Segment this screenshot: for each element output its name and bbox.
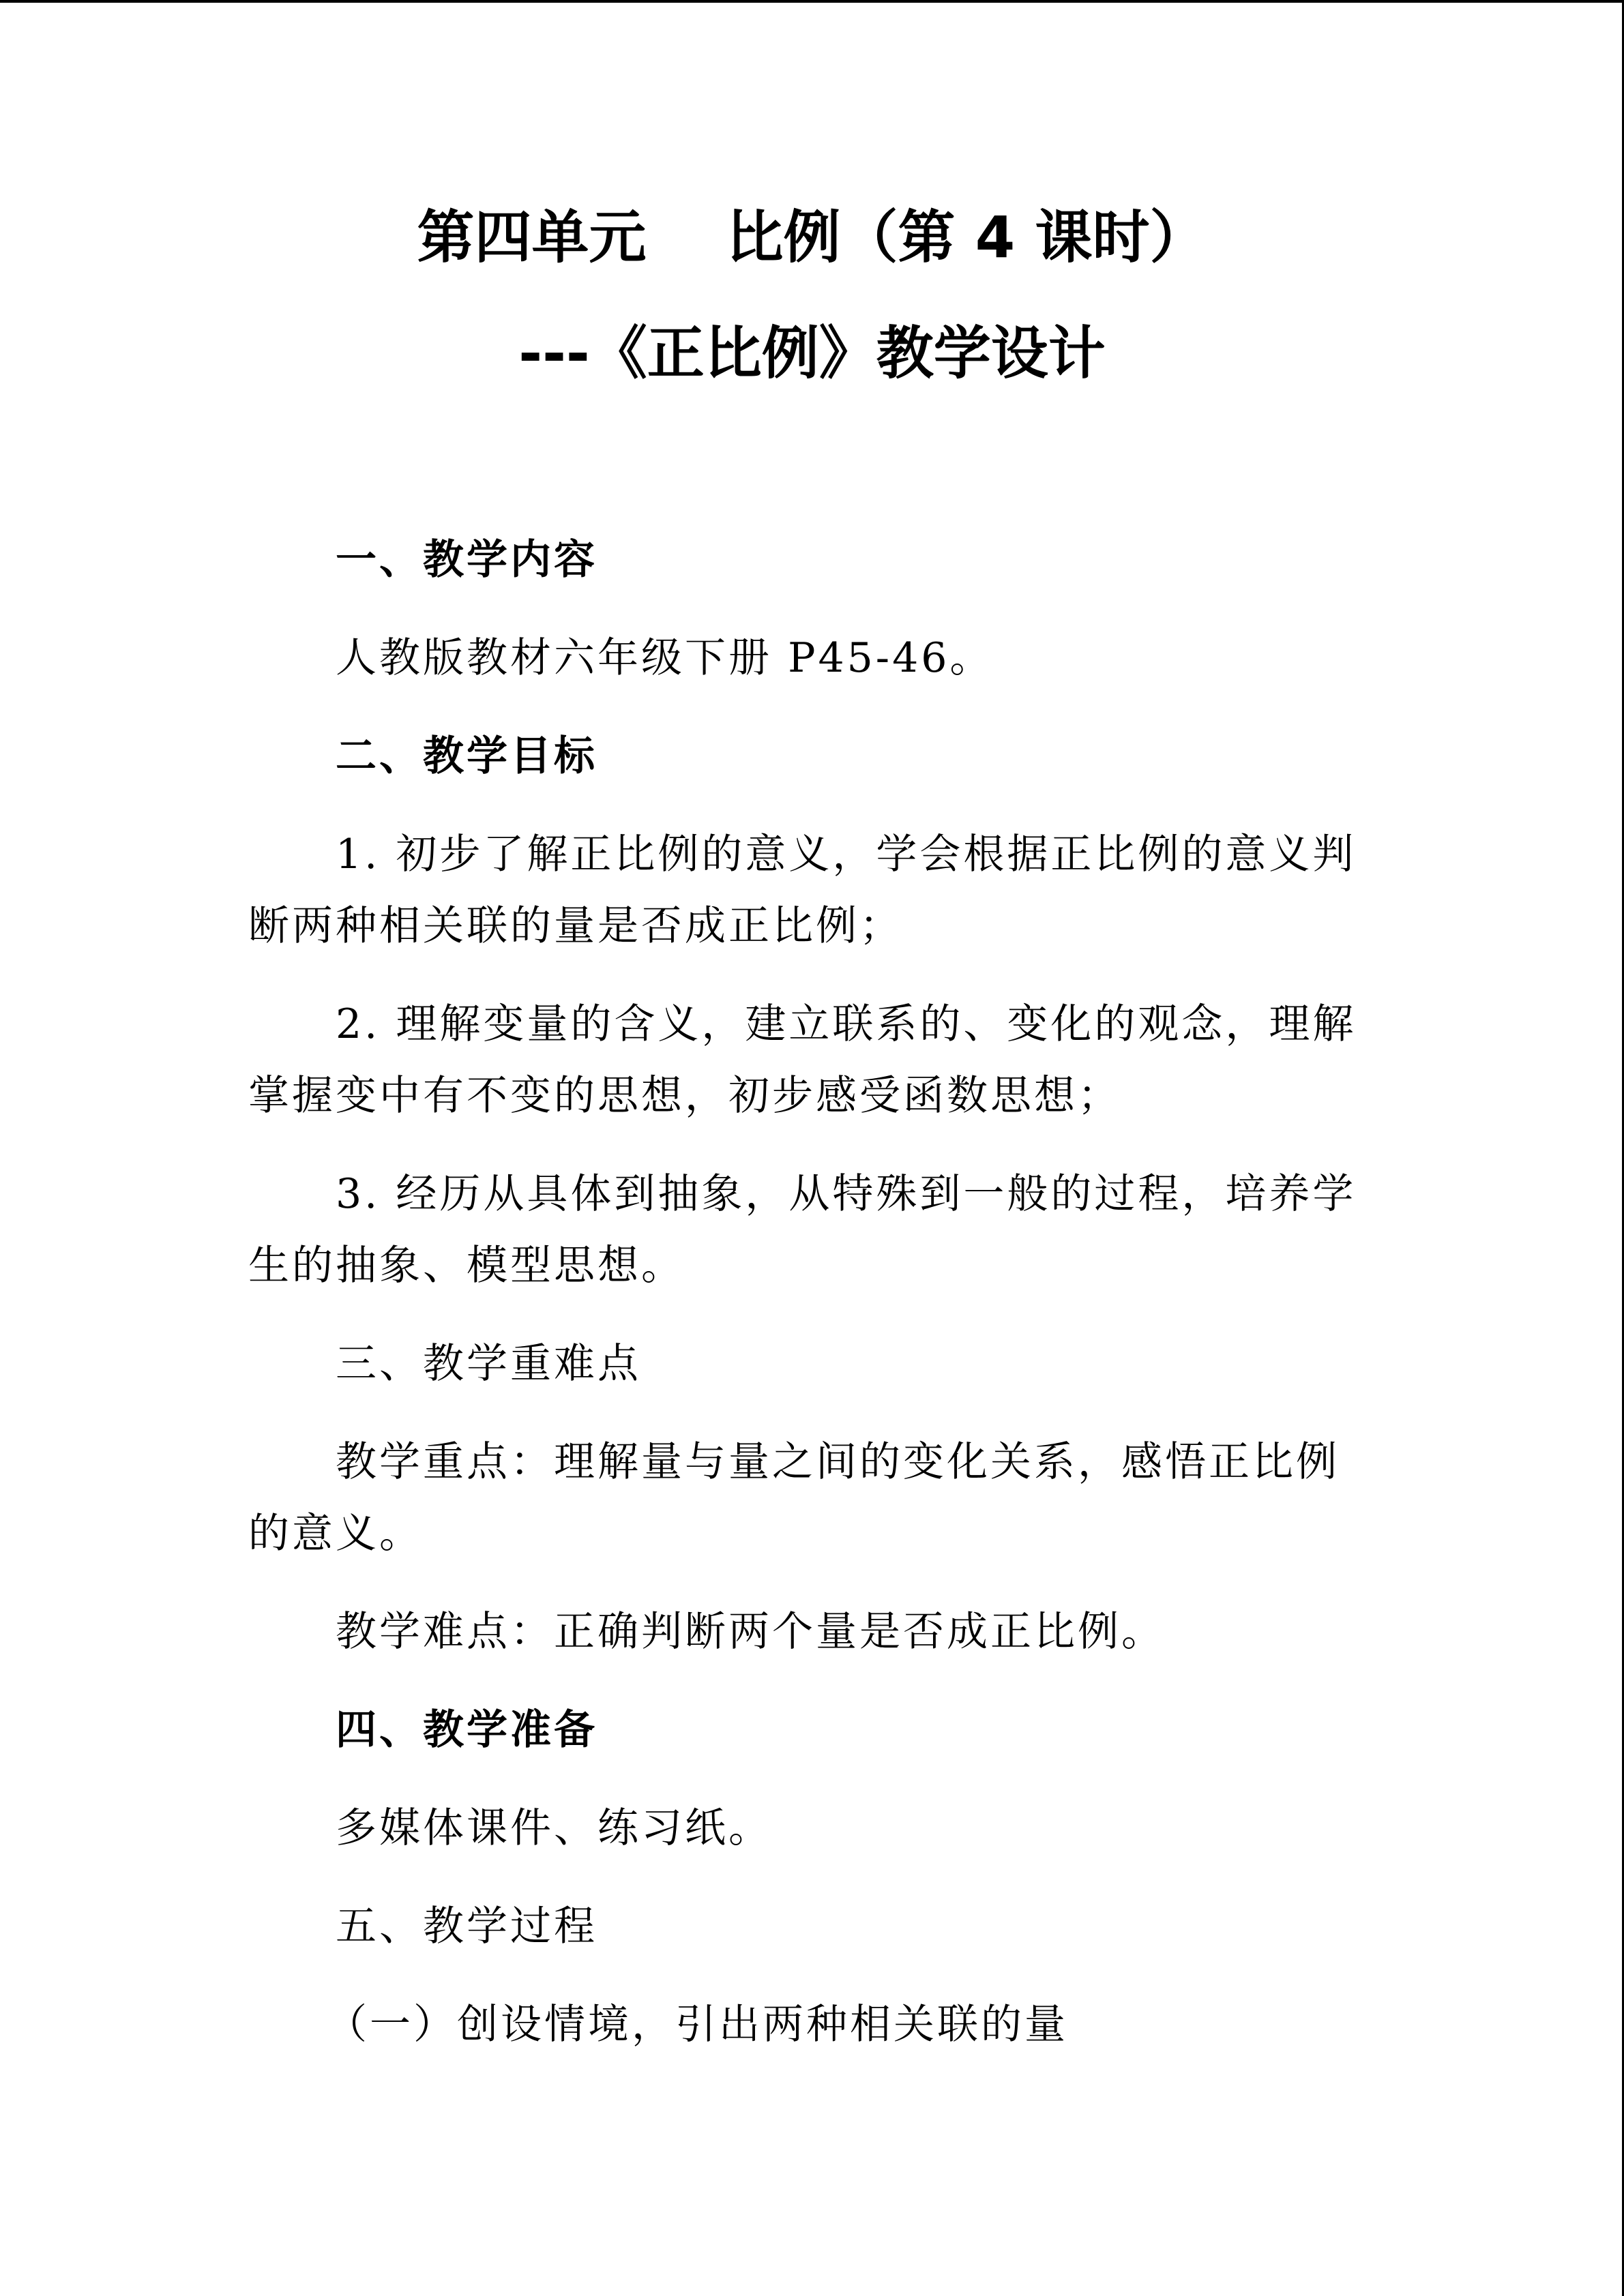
objective-3-line-1: 3. 经历从具体到抽象，从特殊到一般的过程，培养学 [336,1170,1357,1218]
process-step-1: （一）创设情境，引出两种相关联的量 [326,2001,1068,2048]
objective-3-line-2: 生的抽象、模型思想。 [248,1242,685,1289]
section-heading-key-points: 三、教学重难点 [336,1340,641,1388]
objective-1-line-1: 1. 初步了解正比例的意义，学会根据正比例的意义判 [336,831,1357,878]
objective-1-line-2: 断两种相关联的量是否成正比例； [248,902,903,950]
document-title: 第四单元 比例（第 4 课时） [417,204,1207,271]
preparation-text: 多媒体课件、练习纸。 [336,1804,772,1852]
objective-2-line-1: 2. 理解变量的含义，建立联系的、变化的观念，理解 [336,1000,1357,1048]
document-subtitle: ---《正比例》教学设计 [518,320,1106,387]
section-heading-content: 一、教学内容 [336,536,597,584]
section-heading-preparation: 四、教学准备 [336,1706,597,1754]
section-heading-process: 五、教学过程 [336,1903,597,1950]
objective-2-line-2: 掌握变中有不变的思想，初步感受函数思想； [248,1072,1121,1120]
key-focus-line-1: 教学重点：理解量与量之间的变化关系，感悟正比例 [336,1438,1340,1486]
page-border-top [0,0,1624,3]
content-text: 人教版教材六年级下册 P45-46。 [336,634,994,682]
key-difficulty: 教学难点：正确判断两个量是否成正比例。 [336,1608,1165,1656]
key-focus-line-2: 的意义。 [248,1510,423,1557]
section-heading-objectives: 二、教学目标 [336,732,597,780]
